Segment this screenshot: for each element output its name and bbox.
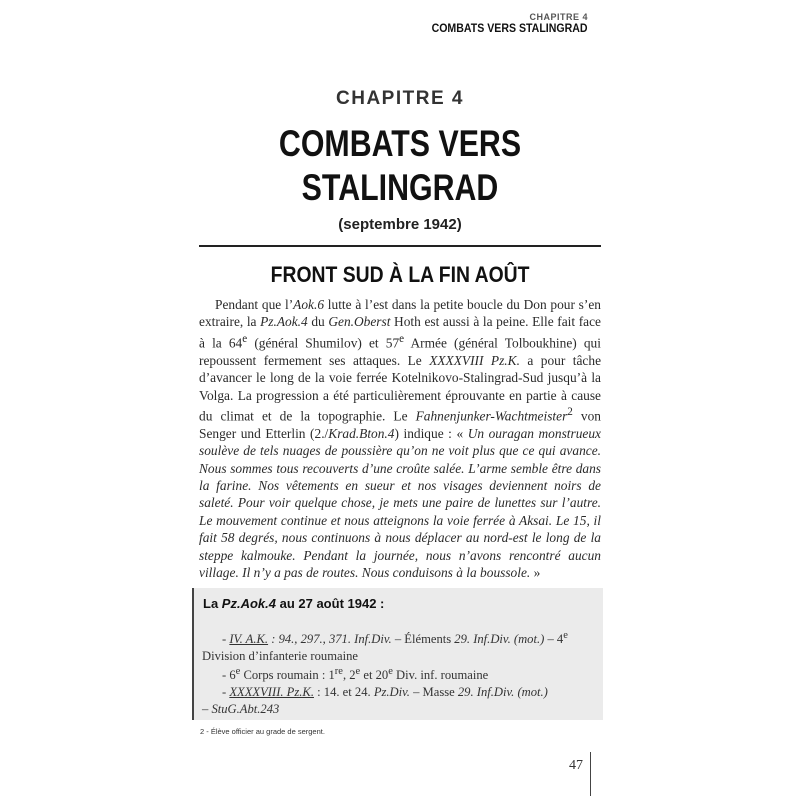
- text-run: - 6: [222, 668, 236, 683]
- running-head: [418, 13, 588, 36]
- unit-name: Inf.Div.: [354, 632, 392, 647]
- page-number: 47: [569, 758, 583, 773]
- text-run: »: [530, 565, 541, 581]
- box-line: [202, 701, 596, 718]
- text-run: – 4: [544, 632, 564, 647]
- corps-name: XXXXVIII. Pz.K.: [229, 685, 314, 700]
- box-line: [202, 664, 596, 684]
- text-run: von Senger und Etterlin (2./: [199, 408, 601, 441]
- unit-name: Krad.Bton.4: [328, 425, 395, 441]
- text-run: Pendant que l’: [215, 297, 294, 312]
- superscript: e: [355, 666, 361, 678]
- box-lines: [202, 628, 596, 717]
- text-run: Div. inf. roumaine: [392, 668, 489, 683]
- text-run: et 20: [360, 668, 389, 683]
- text-run: Hoth est aussi à la peine. Elle fait face à la 64: [199, 314, 602, 351]
- unit-name: 29. Inf.Div. (mot.): [454, 632, 545, 647]
- superscript: e: [235, 666, 241, 678]
- text-run: La: [203, 596, 222, 611]
- order-of-battle-box: [192, 588, 603, 720]
- rank-name: Fahnenjunker-Wachtmeister: [415, 408, 568, 424]
- superscript: re: [334, 666, 343, 678]
- text-run: a pour tâche d’avancer le long de la voie ferrée Kotelnikovo-Stalingrad-Sud jusqu’à la Volga. La progression a été particulièrement éprouvante en partie à cause du climat et de la topographie. Le: [199, 352, 602, 424]
- footnote-marker[interactable]: 2: [567, 405, 573, 418]
- title-divider: [199, 245, 601, 247]
- box-line: [202, 684, 596, 701]
- superscript: e: [399, 332, 405, 345]
- box-title: [203, 596, 384, 611]
- unit-name: 29. Inf.Div. (mot.): [457, 685, 548, 700]
- text-run: (général Shumilov) et 57: [247, 335, 400, 351]
- text-run: lutte à l’est dans la petite boucle du Don pour s’en extraire, la: [199, 297, 601, 330]
- unit-name: – StuG.Abt.243: [202, 701, 280, 716]
- chapter-date: (septembre 1942): [338, 216, 462, 233]
- text-run: -: [222, 685, 230, 700]
- unit-name: Pz.Div.: [373, 685, 410, 700]
- unit-name: XXXXVIII Pz.K.: [429, 352, 520, 368]
- superscript: e: [388, 666, 393, 678]
- chapter-title: [0, 122, 800, 210]
- section-title-text: FRONT SUD À LA FIN AOÛT: [270, 262, 530, 287]
- text-run: – Éléments: [391, 632, 455, 647]
- body-paragraph: [199, 296, 601, 581]
- quotation: Un ouragan monstrueux soulève de tels nuages de poussière qu’on ne voit plus que ce qui avance. Nous sommes tous recouverts d’une croûte salée. L’arme semble être dans la farine. Nos vêtements en sueur et nos visages deviennent noirs de saleté. Pour voir quelque chose, je mets une paire de lunettes sur l’autre. Le mouvement continue et nous atteignons la voie ferrée à Aksai. Le 15, il fait 58 degrés, nous continuons à nous déplacer au nord-est le long de la steppe kalmouke. Pendant la journée, nous n’avons rencontré aucun village. Il n’y a pas de routes. Nous conduisons à la boussole.: [199, 425, 601, 581]
- superscript: e: [563, 630, 568, 641]
- rank-name: Gen.Oberst: [328, 314, 391, 330]
- chapter-label: CHAPITRE 4: [336, 88, 464, 109]
- text-run: Corps roumain : 1: [240, 668, 335, 683]
- text-run: : 14. et 24.: [313, 685, 374, 700]
- superscript: e: [242, 332, 248, 345]
- text-run: – Masse: [409, 685, 458, 700]
- text-run: , 2: [342, 668, 356, 683]
- chapter-title-line-2: STALINGRAD: [301, 167, 499, 208]
- text-run: ) indique : «: [394, 425, 468, 441]
- chapter-title-line-1: COMBATS VERS: [278, 123, 522, 164]
- page-number-rule: [590, 752, 591, 796]
- footnote: 2 - Élève officier au grade de sergent.: [200, 727, 325, 736]
- box-line: Division d’infanterie roumaine: [202, 648, 358, 663]
- text-run: Armée (général Tolboukhine) qui repoussent fermement ses attaques. Le: [199, 335, 601, 368]
- unit-name: Aok.6: [293, 297, 325, 312]
- running-head-chapter: CHAPITRE 4: [529, 12, 588, 22]
- text-run: au 27 août 1942 :: [275, 596, 385, 611]
- text-run: : 94., 297., 371.: [268, 632, 355, 647]
- running-head-title: COMBATS VERS STALINGRAD: [432, 22, 588, 35]
- section-title: [0, 262, 800, 288]
- corps-name: IV. A.K.: [229, 632, 269, 647]
- box-line: [202, 628, 596, 648]
- text-run: -: [222, 632, 230, 647]
- unit-name: Pz.Aok.4: [260, 314, 308, 330]
- text-run: du: [307, 314, 329, 330]
- unit-name: Pz.Aok.4: [221, 596, 276, 611]
